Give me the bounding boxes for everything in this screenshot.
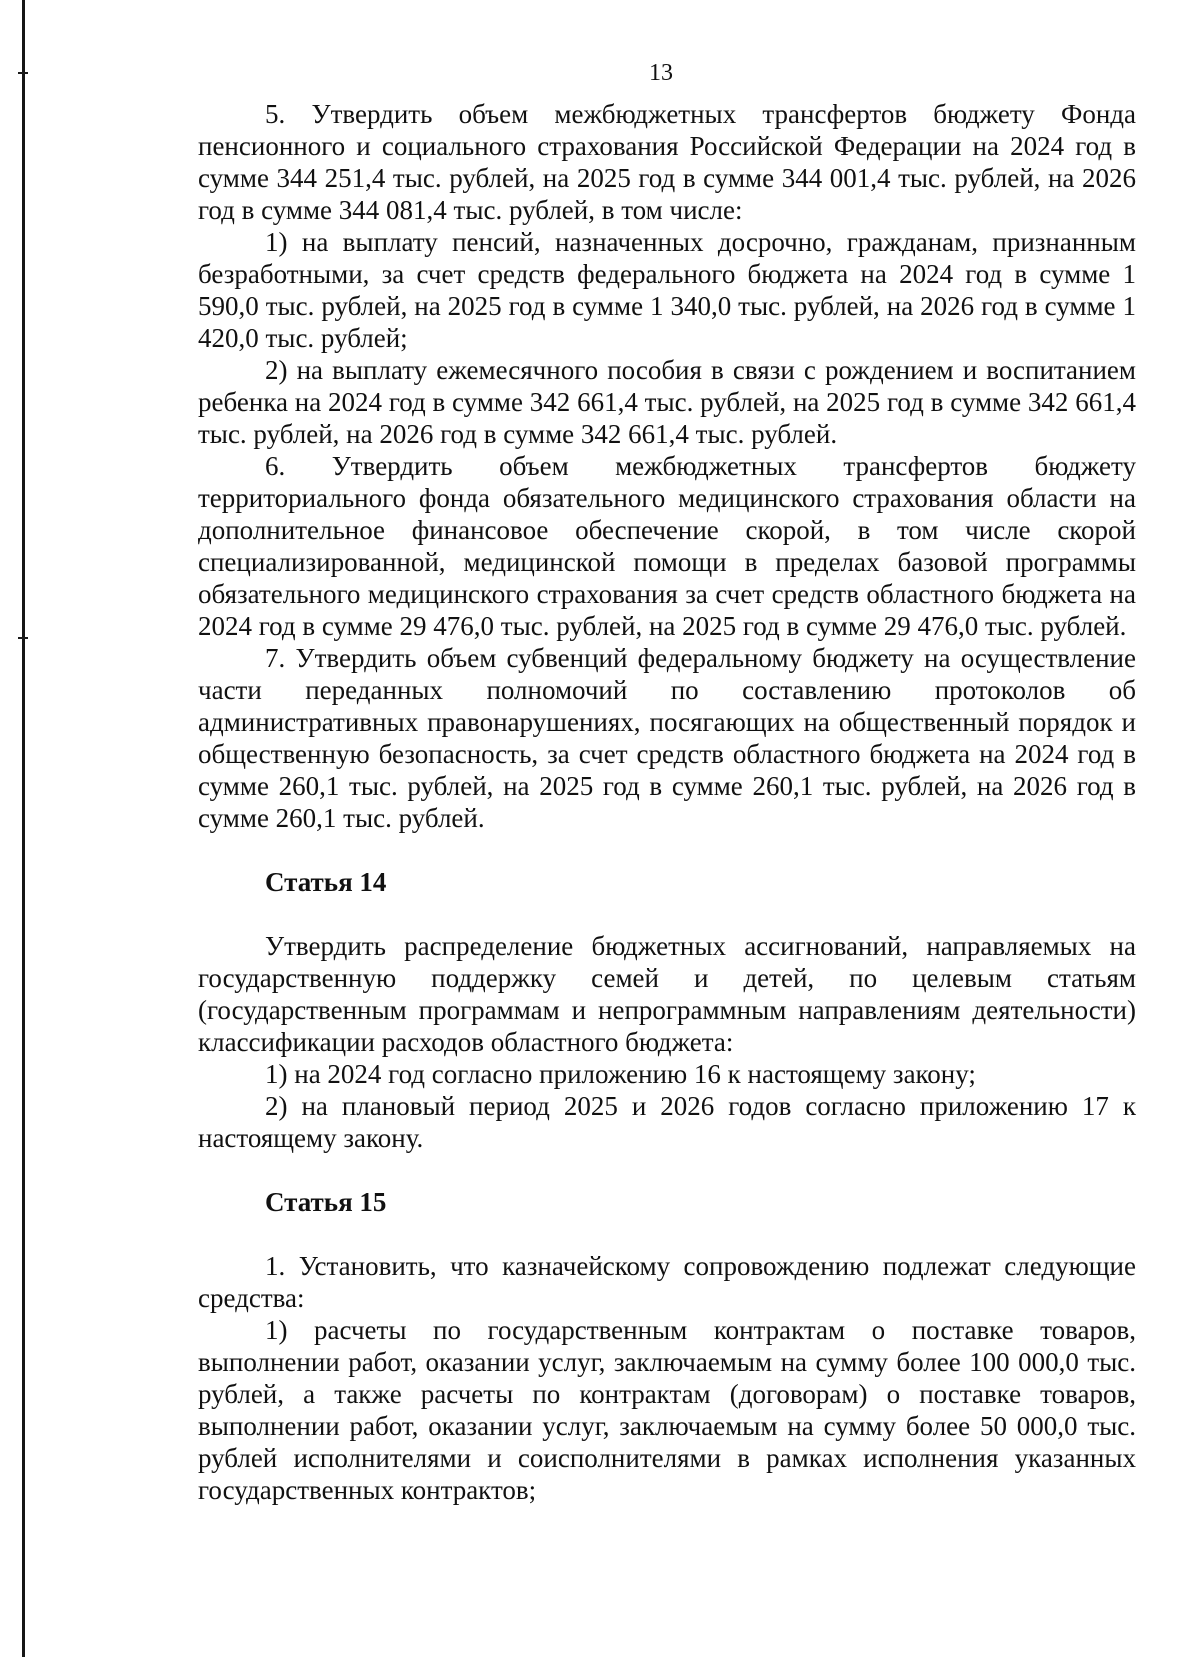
article-15-item-1: 1. Установить, что казначейскому сопровождению подлежат следующие средства: [198,1251,1136,1313]
article-13-subitem-2: 2) на выплату ежемесячного пособия в связи с рождением и воспитанием ребенка на 2024 год в сумме 342 661,4 тыс. рублей, на 2025 год в сумме 342 661,4 тыс. рублей, на 2026 год в сумме 342 661,4 тыс. рублей. [198,355,1136,449]
article-15-heading: Статья 15 [265,1187,387,1217]
article-14-item-1: 1) на 2024 год согласно приложению 16 к настоящему закону; [265,1059,976,1089]
article-15-subitem-1: 1) расчеты по государственным контрактам о поставке товаров, выполнении работ, оказании услуг, заключаемым на сумму более 100 000,0 тыс. рублей, а также расчеты по контрактам (договорам) о поставке товаров, выполнении работ, оказании услуг, заключаемым на сумму более 50 000,0 тыс. рублей исполнителями и соисполнителями в рамках исполнения указанных государственных контрактов; [198,1315,1136,1505]
scan-edge-line [22,0,25,1657]
article-13-paragraph-5: 5. Утвердить объем межбюджетных трансфертов бюджету Фонда пенсионного и социального страхования Российской Федерации на 2024 год в сумме 344 251,4 тыс. рублей, на 2025 год в сумме 344 001,4 тыс. рублей, на 2026 год в сумме 344 081,4 тыс. рублей, в том числе: [198,99,1136,225]
section-spacer [198,1154,1136,1186]
article-13-subitem-1: 1) на выплату пенсий, назначенных досрочно, гражданам, признанным безработными, за счет средств федерального бюджета на 2024 год в сумме 1 590,0 тыс. рублей, на 2025 год в сумме 1 340,0 тыс. рублей, на 2026 год в сумме 1 420,0 тыс. рублей; [198,227,1136,353]
section-spacer [198,834,1136,866]
document-body [198,98,1136,1506]
section-spacer [198,898,1136,930]
article-13-paragraph-7: 7. Утвердить объем субвенций федеральному бюджету на осуществление части переданных полномочий по составлению протоколов об административных правонарушениях, посягающих на общественный порядок и общественную безопасность, за счет средств областного бюджета на 2024 год в сумме 260,1 тыс. рублей, на 2025 год в сумме 260,1 тыс. рублей, на 2026 год в сумме 260,1 тыс. рублей. [198,643,1136,833]
scan-edge-mark [18,637,28,639]
article-14-item-2: 2) на плановый период 2025 и 2026 годов согласно приложению 17 к настоящему закону. [198,1091,1136,1153]
page-number: 13 [649,60,673,86]
article-14-intro: Утвердить распределение бюджетных ассигнований, направляемых на государственную поддержку семей и детей, по целевым статьям (государственным программам и непрограммным направлениям деятельности) классификации расходов областного бюджета: [198,931,1136,1057]
section-spacer [198,1218,1136,1250]
article-14-heading: Статья 14 [265,867,387,897]
article-13-paragraph-6: 6. Утвердить объем межбюджетных трансфертов бюджету территориального фонда обязательного медицинского страхования области на дополнительное финансовое обеспечение скорой, в том числе скорой специализированной, медицинской помощи в пределах базовой программы обязательного медицинского страхования за счет средств областного бюджета на 2024 год в сумме 29 476,0 тыс. рублей, на 2025 год в сумме 29 476,0 тыс. рублей. [198,451,1136,641]
